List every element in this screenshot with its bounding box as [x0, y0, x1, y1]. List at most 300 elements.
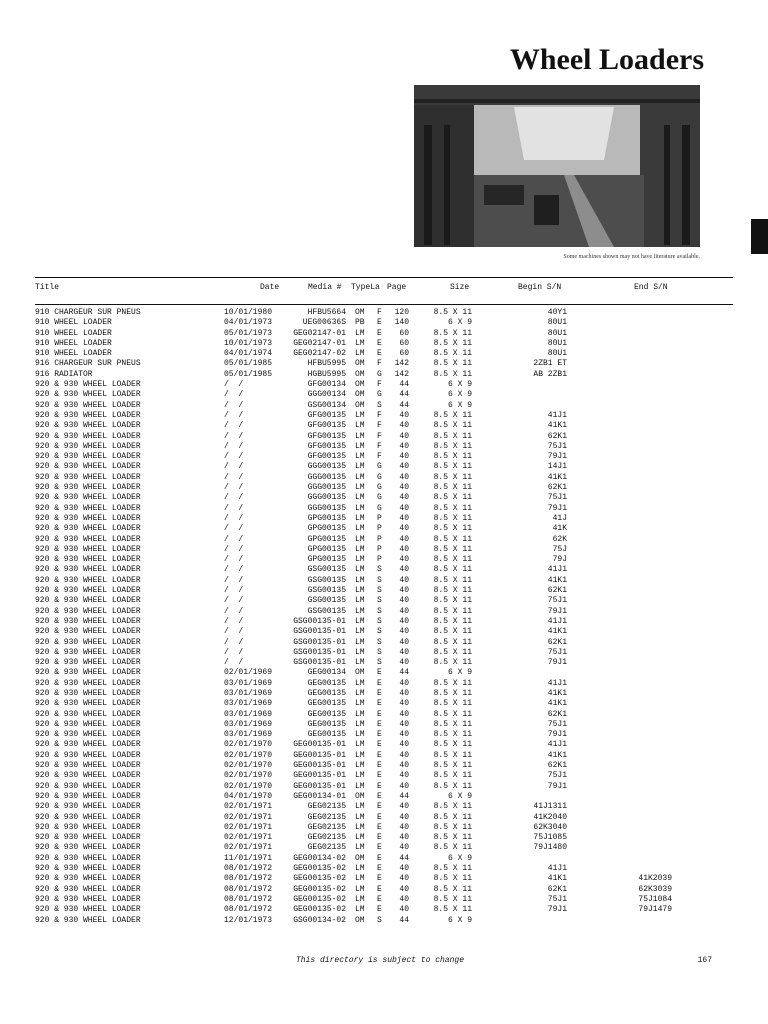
header-size: Size — [450, 283, 470, 292]
title-cell: 920 & 930 WHEEL LOADER — [35, 431, 141, 441]
type-cell: LM — [355, 699, 365, 709]
begin-sn-cell: 80U1 — [547, 318, 567, 328]
title-cell: 920 & 930 WHEEL LOADER — [35, 822, 141, 832]
media-number-cell: GSG00135 — [307, 565, 346, 575]
media-number-cell: GPG00135 — [307, 544, 346, 554]
page-count-cell: 40 — [399, 833, 409, 843]
page-count-cell: 40 — [399, 864, 409, 874]
date-cell: 05/01/1973 — [224, 328, 273, 338]
media-number-cell: GSG00135 — [307, 575, 346, 585]
table-row — [0, 658, 768, 668]
type-cell: LM — [355, 730, 365, 740]
table-row — [0, 318, 768, 328]
size-cell: 8.5 X 11 — [433, 730, 472, 740]
media-number-cell: GEG00135 — [307, 709, 346, 719]
media-number-cell: GEG00135-01 — [293, 740, 346, 750]
language-cell: G — [377, 483, 382, 493]
header-bottom-rule — [35, 304, 733, 305]
begin-sn-cell: 79J1480 — [533, 843, 567, 853]
begin-sn-cell: 80U1 — [547, 338, 567, 348]
language-cell: P — [377, 534, 382, 544]
title-cell: 920 & 930 WHEEL LOADER — [35, 750, 141, 760]
begin-sn-cell: 62K1 — [547, 586, 567, 596]
size-cell: 8.5 X 11 — [433, 359, 472, 369]
begin-sn-cell: 79J1 — [547, 452, 567, 462]
table-row — [0, 648, 768, 658]
begin-sn-cell: 41J1311 — [533, 802, 567, 812]
type-cell: LM — [355, 843, 365, 853]
table-row — [0, 607, 768, 617]
size-cell: 8.5 X 11 — [433, 328, 472, 338]
title-cell: 920 & 930 WHEEL LOADER — [35, 740, 141, 750]
media-number-cell: GSG00135-01 — [293, 616, 346, 626]
table-row — [0, 792, 768, 802]
size-cell: 8.5 X 11 — [433, 575, 472, 585]
media-number-cell: GSG00135-01 — [293, 627, 346, 637]
begin-sn-cell: AB 2ZB1 — [533, 369, 567, 379]
size-cell: 8.5 X 11 — [433, 534, 472, 544]
type-cell: LM — [355, 606, 365, 616]
page-count-cell: 40 — [399, 421, 409, 431]
media-number-cell: GEG02135 — [307, 812, 346, 822]
media-number-cell: UEG00636S — [302, 318, 346, 328]
table-row — [0, 493, 768, 503]
date-cell: 04/01/1970 — [224, 791, 273, 801]
begin-sn-cell: 40Y1 — [547, 308, 567, 317]
table-row — [0, 349, 768, 359]
type-cell: LM — [355, 534, 365, 544]
language-cell: S — [377, 658, 382, 668]
date-cell: / / — [224, 462, 244, 472]
type-cell: OM — [355, 791, 365, 801]
table-row — [0, 329, 768, 339]
page-count-cell: 40 — [399, 462, 409, 472]
type-cell: LM — [355, 781, 365, 791]
size-cell: 8.5 X 11 — [433, 503, 472, 513]
table-row — [0, 411, 768, 421]
page-count-cell: 60 — [399, 328, 409, 338]
language-cell: E — [377, 318, 382, 328]
table-row — [0, 339, 768, 349]
page-count-cell: 40 — [399, 812, 409, 822]
title-cell: 920 & 930 WHEEL LOADER — [35, 503, 141, 513]
language-cell: S — [377, 647, 382, 657]
page-count-cell: 40 — [399, 905, 409, 915]
page-count-cell: 44 — [399, 915, 409, 925]
media-number-cell: GEG00135-01 — [293, 781, 346, 791]
title-cell: 920 & 930 WHEEL LOADER — [35, 833, 141, 843]
page-count-cell: 40 — [399, 555, 409, 565]
page-count-cell: 40 — [399, 431, 409, 441]
date-cell: / / — [224, 586, 244, 596]
page-number: 167 — [697, 956, 712, 965]
date-cell: / / — [224, 647, 244, 657]
media-number-cell: GEG00134-01 — [293, 791, 346, 801]
media-number-cell: GSG00135 — [307, 606, 346, 616]
type-cell: LM — [355, 616, 365, 626]
begin-sn-cell: 75J1 — [547, 596, 567, 606]
size-cell: 8.5 X 11 — [433, 565, 472, 575]
date-cell: / / — [224, 555, 244, 565]
media-number-cell: GEG00135-02 — [293, 874, 346, 884]
page-count-cell: 40 — [399, 606, 409, 616]
language-cell: G — [377, 369, 382, 379]
page-count-cell: 40 — [399, 874, 409, 884]
size-cell: 8.5 X 11 — [433, 647, 472, 657]
media-number-cell: GFG00135 — [307, 410, 346, 420]
page-count-cell: 40 — [399, 699, 409, 709]
type-cell: LM — [355, 544, 365, 554]
table-row — [0, 524, 768, 534]
title-cell: 910 WHEEL LOADER — [35, 349, 112, 359]
language-cell: S — [377, 915, 382, 925]
table-row — [0, 576, 768, 586]
table-row — [0, 473, 768, 483]
begin-sn-cell: 79J — [552, 555, 567, 565]
begin-sn-cell: 41K1 — [547, 688, 567, 698]
language-cell: E — [377, 699, 382, 709]
date-cell: 08/01/1972 — [224, 894, 273, 904]
date-cell: 08/01/1972 — [224, 864, 273, 874]
media-number-cell: GEG00135 — [307, 699, 346, 709]
table-row — [0, 782, 768, 792]
table-row — [0, 401, 768, 411]
date-cell: 03/01/1969 — [224, 688, 273, 698]
page-count-cell: 40 — [399, 843, 409, 853]
language-cell: G — [377, 493, 382, 503]
page-count-cell: 40 — [399, 441, 409, 451]
page-count-cell: 40 — [399, 730, 409, 740]
date-cell: 03/01/1969 — [224, 709, 273, 719]
page-count-cell: 60 — [399, 349, 409, 359]
language-cell: S — [377, 596, 382, 606]
title-cell: 920 & 930 WHEEL LOADER — [35, 637, 141, 647]
date-cell: / / — [224, 483, 244, 493]
type-cell: LM — [355, 410, 365, 420]
header-media: Media # — [308, 283, 342, 292]
media-number-cell: GEG00135-02 — [293, 864, 346, 874]
title-cell: 920 & 930 WHEEL LOADER — [35, 678, 141, 688]
size-cell: 8.5 X 11 — [433, 833, 472, 843]
table-row — [0, 843, 768, 853]
page-count-cell: 44 — [399, 390, 409, 400]
size-cell: 8.5 X 11 — [433, 699, 472, 709]
media-number-cell: HGBU5995 — [307, 369, 346, 379]
footer-note: This directory is subject to change — [295, 956, 465, 965]
language-cell: P — [377, 513, 382, 523]
title-cell: 920 & 930 WHEEL LOADER — [35, 544, 141, 554]
date-cell: 03/01/1969 — [224, 699, 273, 709]
media-number-cell: GEG02147-02 — [293, 349, 346, 359]
title-cell: 920 & 930 WHEEL LOADER — [35, 864, 141, 874]
size-cell: 8.5 X 11 — [433, 513, 472, 523]
begin-sn-cell: 75J — [552, 544, 567, 554]
type-cell: LM — [355, 431, 365, 441]
language-cell: E — [377, 853, 382, 863]
size-cell: 8.5 X 11 — [433, 606, 472, 616]
media-number-cell: GEG00135-02 — [293, 884, 346, 894]
table-row — [0, 710, 768, 720]
begin-sn-cell: 79J1 — [547, 905, 567, 915]
page-count-cell: 44 — [399, 668, 409, 678]
type-cell: PB — [355, 318, 365, 328]
language-cell: E — [377, 781, 382, 791]
type-cell: LM — [355, 513, 365, 523]
page-count-cell: 40 — [399, 709, 409, 719]
media-number-cell: GEG02147-01 — [293, 338, 346, 348]
page-count-cell: 40 — [399, 534, 409, 544]
begin-sn-cell: 79J1 — [547, 781, 567, 791]
size-cell: 8.5 X 11 — [433, 740, 472, 750]
page-count-cell: 40 — [399, 719, 409, 729]
begin-sn-cell: 62K1 — [547, 761, 567, 771]
begin-sn-cell: 75J1 — [547, 894, 567, 904]
table-row — [0, 895, 768, 905]
media-number-cell: GEG00135-02 — [293, 894, 346, 904]
title-cell: 920 & 930 WHEEL LOADER — [35, 709, 141, 719]
title-cell: 920 & 930 WHEEL LOADER — [35, 462, 141, 472]
date-cell: 04/01/1974 — [224, 349, 273, 359]
title-cell: 920 & 930 WHEEL LOADER — [35, 915, 141, 925]
begin-sn-cell: 79J1 — [547, 503, 567, 513]
title-cell: 920 & 930 WHEEL LOADER — [35, 616, 141, 626]
size-cell: 8.5 X 11 — [433, 761, 472, 771]
header-type-language: TypeLa — [351, 283, 380, 292]
date-cell: 02/01/1971 — [224, 833, 273, 843]
type-cell: LM — [355, 812, 365, 822]
end-sn-cell: 79J1479 — [638, 905, 672, 915]
table-row — [0, 874, 768, 884]
page-count-cell: 40 — [399, 771, 409, 781]
page-count-cell: 40 — [399, 452, 409, 462]
type-cell: LM — [355, 596, 365, 606]
table-row — [0, 679, 768, 689]
begin-sn-cell: 62K — [552, 534, 567, 544]
title-cell: 920 & 930 WHEEL LOADER — [35, 647, 141, 657]
title-cell: 920 & 930 WHEEL LOADER — [35, 791, 141, 801]
begin-sn-cell: 41K1 — [547, 874, 567, 884]
title-cell: 920 & 930 WHEEL LOADER — [35, 555, 141, 565]
media-number-cell: GFG00135 — [307, 452, 346, 462]
date-cell: / / — [224, 400, 244, 410]
title-cell: 920 & 930 WHEEL LOADER — [35, 565, 141, 575]
language-cell: F — [377, 431, 382, 441]
table-row — [0, 308, 768, 318]
table-row — [0, 462, 768, 472]
media-number-cell: GSG00134 — [307, 400, 346, 410]
table-row — [0, 761, 768, 771]
media-number-cell: GEG02135 — [307, 843, 346, 853]
date-cell: / / — [224, 596, 244, 606]
factory-photo-icon — [414, 85, 700, 247]
size-cell: 8.5 X 11 — [433, 802, 472, 812]
media-number-cell: GSG00135 — [307, 586, 346, 596]
page-count-cell: 40 — [399, 503, 409, 513]
begin-sn-cell: 2ZB1 ET — [533, 359, 567, 369]
page-count-cell: 142 — [394, 369, 409, 379]
date-cell: / / — [224, 390, 244, 400]
size-cell: 8.5 X 11 — [433, 441, 472, 451]
table-row — [0, 813, 768, 823]
begin-sn-cell: 75J1 — [547, 441, 567, 451]
table-header — [0, 282, 768, 294]
begin-sn-cell: 75J1085 — [533, 833, 567, 843]
size-cell: 8.5 X 11 — [433, 421, 472, 431]
begin-sn-cell: 62K1 — [547, 884, 567, 894]
language-cell: E — [377, 812, 382, 822]
begin-sn-cell: 41K1 — [547, 575, 567, 585]
media-number-cell: GFG00135 — [307, 431, 346, 441]
page-count-cell: 40 — [399, 596, 409, 606]
begin-sn-cell: 62K1 — [547, 709, 567, 719]
title-cell: 920 & 930 WHEEL LOADER — [35, 472, 141, 482]
table-row — [0, 596, 768, 606]
date-cell: 02/01/1970 — [224, 740, 273, 750]
page-count-cell: 40 — [399, 586, 409, 596]
media-number-cell: GSG00135-01 — [293, 647, 346, 657]
table-row — [0, 535, 768, 545]
title-cell: 920 & 930 WHEEL LOADER — [35, 524, 141, 534]
date-cell: / / — [224, 544, 244, 554]
size-cell: 6 X 9 — [447, 390, 472, 400]
language-cell: S — [377, 400, 382, 410]
media-number-cell: GEG00134-02 — [293, 853, 346, 863]
type-cell: LM — [355, 709, 365, 719]
size-cell: 8.5 X 11 — [433, 905, 472, 915]
date-cell: / / — [224, 513, 244, 523]
table-row — [0, 885, 768, 895]
language-cell: E — [377, 740, 382, 750]
title-cell: 920 & 930 WHEEL LOADER — [35, 441, 141, 451]
begin-sn-cell: 75J1 — [547, 493, 567, 503]
type-cell: LM — [355, 441, 365, 451]
type-cell: LM — [355, 771, 365, 781]
size-cell: 8.5 X 11 — [433, 843, 472, 853]
media-number-cell: GPG00135 — [307, 513, 346, 523]
language-cell: F — [377, 359, 382, 369]
title-cell: 920 & 930 WHEEL LOADER — [35, 493, 141, 503]
table-row — [0, 370, 768, 380]
begin-sn-cell: 62K1 — [547, 637, 567, 647]
table-row — [0, 421, 768, 431]
page-count-cell: 142 — [394, 359, 409, 369]
date-cell: 10/01/1973 — [224, 338, 273, 348]
date-cell: 04/01/1973 — [224, 318, 273, 328]
title-cell: 920 & 930 WHEEL LOADER — [35, 853, 141, 863]
type-cell: OM — [355, 380, 365, 390]
type-cell: LM — [355, 493, 365, 503]
size-cell: 6 X 9 — [447, 380, 472, 390]
page-count-cell: 44 — [399, 380, 409, 390]
begin-sn-cell: 41K1 — [547, 421, 567, 431]
date-cell: / / — [224, 637, 244, 647]
media-number-cell: GEG00135 — [307, 719, 346, 729]
header-page: Page — [387, 283, 407, 292]
date-cell: / / — [224, 431, 244, 441]
language-cell: E — [377, 894, 382, 904]
page-count-cell: 40 — [399, 544, 409, 554]
page-count-cell: 40 — [399, 627, 409, 637]
media-number-cell: GGG00135 — [307, 503, 346, 513]
table-row — [0, 720, 768, 730]
table-row — [0, 740, 768, 750]
media-number-cell: GSG00135 — [307, 596, 346, 606]
begin-sn-cell: 62K1 — [547, 431, 567, 441]
type-cell: OM — [355, 668, 365, 678]
language-cell: E — [377, 719, 382, 729]
language-cell: E — [377, 822, 382, 832]
title-cell: 920 & 930 WHEEL LOADER — [35, 761, 141, 771]
header-top-rule — [35, 277, 733, 278]
begin-sn-cell: 80U1 — [547, 328, 567, 338]
size-cell: 8.5 X 11 — [433, 555, 472, 565]
page-count-cell: 40 — [399, 658, 409, 668]
size-cell: 8.5 X 11 — [433, 750, 472, 760]
type-cell: LM — [355, 822, 365, 832]
title-cell: 920 & 930 WHEEL LOADER — [35, 534, 141, 544]
title-cell: 910 CHARGEUR SUR PNEUS — [35, 308, 141, 317]
begin-sn-cell: 75J1 — [547, 771, 567, 781]
type-cell: LM — [355, 905, 365, 915]
begin-sn-cell: 75J1 — [547, 647, 567, 657]
size-cell: 6 X 9 — [447, 791, 472, 801]
type-cell: LM — [355, 719, 365, 729]
type-cell: OM — [355, 915, 365, 925]
language-cell: F — [377, 308, 382, 317]
photo-caption: Some machines shown may not have literature available. — [563, 254, 700, 260]
language-cell: E — [377, 843, 382, 853]
table-row — [0, 905, 768, 915]
table-row — [0, 689, 768, 699]
header-date: Date — [260, 283, 280, 292]
table-row — [0, 565, 768, 575]
title-cell: 920 & 930 WHEEL LOADER — [35, 699, 141, 709]
page-count-cell: 40 — [399, 678, 409, 688]
language-cell: E — [377, 761, 382, 771]
language-cell: G — [377, 472, 382, 482]
type-cell: LM — [355, 462, 365, 472]
section-tab-marker — [751, 219, 768, 254]
page-count-cell: 40 — [399, 410, 409, 420]
language-cell: E — [377, 349, 382, 359]
page-count-cell: 40 — [399, 688, 409, 698]
type-cell: LM — [355, 421, 365, 431]
language-cell: S — [377, 575, 382, 585]
begin-sn-cell: 79J1 — [547, 606, 567, 616]
table-row — [0, 555, 768, 565]
media-number-cell: GEG00135-01 — [293, 761, 346, 771]
type-cell: LM — [355, 658, 365, 668]
type-cell: LM — [355, 637, 365, 647]
date-cell: 05/01/1985 — [224, 369, 273, 379]
type-cell: LM — [355, 472, 365, 482]
type-cell: LM — [355, 483, 365, 493]
begin-sn-cell: 41K1 — [547, 472, 567, 482]
begin-sn-cell: 41J1 — [547, 740, 567, 750]
table-row — [0, 514, 768, 524]
page-count-cell: 40 — [399, 472, 409, 482]
size-cell: 8.5 X 11 — [433, 586, 472, 596]
media-number-cell: GFG00134 — [307, 380, 346, 390]
table-row — [0, 668, 768, 678]
date-cell: / / — [224, 575, 244, 585]
media-number-cell: GPG00135 — [307, 524, 346, 534]
language-cell: E — [377, 678, 382, 688]
page-count-cell: 40 — [399, 822, 409, 832]
begin-sn-cell: 41J1 — [547, 864, 567, 874]
media-number-cell: GGG00135 — [307, 493, 346, 503]
date-cell: / / — [224, 380, 244, 390]
